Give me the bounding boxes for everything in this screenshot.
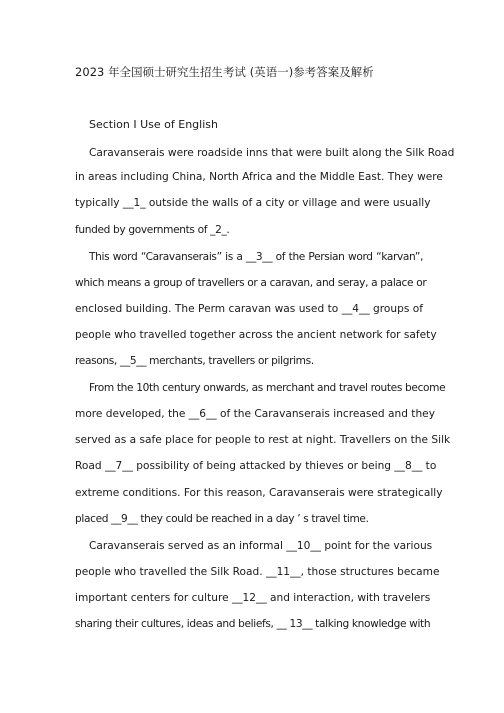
paragraph-4-line-4: sharing their cultures, ideas and beliefs, __ 13__ talking knowledge with — [75, 618, 431, 630]
paragraph-2-line-3: enclosed building. The Perm caravan was used to __4__ groups of — [75, 303, 423, 315]
paragraph-1-line-2: in areas including China, North Africa and the Middle East. They were — [75, 171, 443, 183]
paragraph-1-line-1: Caravanserais were roadside inns that were built along the Silk Road — [89, 147, 455, 159]
paragraph-3-line-2: more developed, the __6__ of the Caravanserais increased and they — [75, 408, 435, 420]
paragraph-3-line-3: served as a safe place for people to rest at night. Travellers on the Silk — [75, 434, 451, 446]
paragraph-2-line-5: reasons, __5__ merchants, travellers or pilgrims. — [75, 355, 314, 367]
section-heading: Section Ⅰ Use of English — [89, 118, 218, 131]
paragraph-4-line-2: people who travelled the Silk Road. __11__, those structures became — [75, 566, 440, 578]
paragraph-3-line-6: placed __9__ they could be reached in a day ’ s travel time. — [75, 513, 369, 525]
document-title: 2023 年全国硕士研究生招生考试 (英语一)参考答案及解析 — [75, 65, 374, 79]
paragraph-3-line-4: Road __7__ possibility of being attacked by thieves or being __8__ to — [75, 460, 437, 472]
paragraph-2-line-2: which means a group of travellers or a caravan, and seray, a palace or — [75, 277, 427, 289]
paragraph-1-line-3: typically __1_ outside the walls of a city or village and were usually — [75, 197, 431, 209]
paragraph-3-line-5: extreme conditions. For this reason, Caravanserais were strategically — [75, 487, 443, 499]
paragraph-1-line-4: funded by governments of _2_. — [75, 224, 230, 236]
paragraph-4-line-1: Caravanserais served as an informal __10__ point for the various — [89, 540, 433, 552]
paragraph-3-line-1: From the 10th century onwards, as merchant and travel routes become — [89, 382, 446, 394]
paragraph-2-line-4: people who travelled together across the ancient network for safety — [75, 329, 437, 341]
paragraph-2-line-1: This word “Caravanserais” is a __3__ of the Persian word “karvan”, — [89, 251, 423, 263]
paragraph-4-line-3: important centers for culture __12__ and interaction, with travelers — [75, 592, 431, 604]
